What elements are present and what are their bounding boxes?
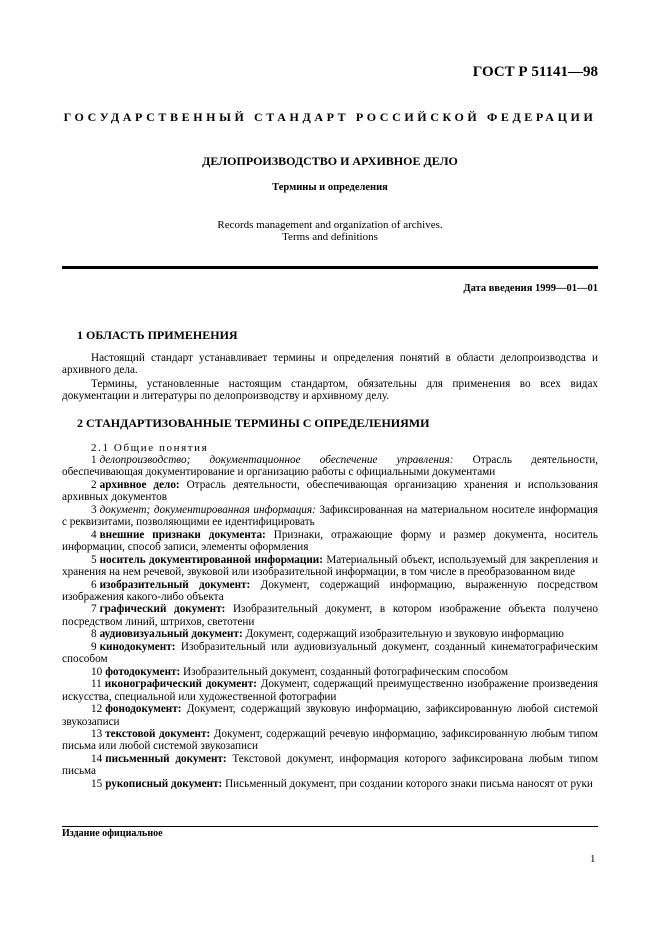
term-name: кинодокумент: xyxy=(99,640,176,653)
term-entry xyxy=(62,603,598,628)
term-definition: Признаки, отражающие форму и размер документа, носитель информации, способ записи, элементы оформления xyxy=(62,528,598,554)
term-definition: Документ, содержащий изобразительную и звуковую информацию xyxy=(245,628,564,641)
english-subtitle: Terms and definitions xyxy=(282,231,378,243)
term-number: 8 xyxy=(91,628,97,641)
term-entry xyxy=(62,703,598,728)
term-name: рукописный документ: xyxy=(105,777,223,790)
term-number: 2 xyxy=(91,478,97,491)
standard-number: ГОСТ Р 51141—98 xyxy=(472,64,598,80)
term-definition: Письменный документ, при создании которого знаки письма наносят от руки xyxy=(225,777,593,790)
page-number: 1 xyxy=(590,853,596,865)
term-number: 7 xyxy=(91,603,97,616)
term-number: 3 xyxy=(91,503,97,516)
term-definition: Зафиксированная на материальном носителе информация с реквизитами, позволяющими ее идентифицировать xyxy=(62,503,598,529)
subsection-heading: 2.1 Общие понятия xyxy=(91,442,209,454)
term-name: графический документ: xyxy=(99,603,226,616)
term-definition: Изобразительный документ, созданный фотографическим способом xyxy=(183,665,509,678)
term-definition: Отрасль деятельности, обеспечивающая документирование и организацию работы с официальными документами xyxy=(62,454,599,479)
term-name: текстовой документ: xyxy=(105,727,211,740)
term-definition: Документ, содержащий звуковую информацию, зафиксированную любой системой звукозаписи xyxy=(62,703,599,728)
term-entry xyxy=(62,454,598,479)
term-name: фонодокумент: xyxy=(105,703,182,716)
term-number: 4 xyxy=(91,528,97,541)
header-divider xyxy=(62,266,598,269)
terms-list xyxy=(62,454,598,790)
term-entry xyxy=(62,554,598,579)
term-definition: Документ, содержащий речевую информацию, зафиксированную любым типом письма или любой системой звукозаписи xyxy=(62,727,599,753)
term-entry xyxy=(62,504,598,529)
term-name: аудиовизуальный документ: xyxy=(99,628,243,641)
term-number: 15 xyxy=(91,777,103,790)
introduction-date: Дата введения 1999—01—01 xyxy=(463,283,598,294)
term-definition: Материальный объект, используемый для закрепления и хранения на нем речевой, звуковой или изобразительной информации, в том числе в преобразованном виде xyxy=(62,553,598,579)
edition-label: Издание официальное xyxy=(62,828,163,839)
term-number: 14 xyxy=(91,752,103,765)
section-2-heading: 2 СТАНДАРТИЗОВАННЫЕ ТЕРМИНЫ С ОПРЕДЕЛЕНИЯМИ xyxy=(77,416,430,430)
term-name: внешние признаки документа: xyxy=(99,528,266,541)
term-name: письменный документ: xyxy=(105,752,227,765)
term-number: 12 xyxy=(91,703,103,716)
section-1-paragraph-1 xyxy=(62,352,598,377)
term-number: 11 xyxy=(91,678,102,691)
term-number: 9 xyxy=(91,640,97,653)
term-number: 13 xyxy=(91,727,103,740)
term-definition: Документ, содержащий информацию, выраженную посредством изображения какого-либо объекта xyxy=(62,578,599,603)
english-title: Records management and organization of archives. xyxy=(217,219,443,231)
term-definition: Текстовой документ, информация которого зафиксирована любым типом письма xyxy=(62,752,599,778)
paragraph-text: Настоящий стандарт устанавливает термины и определения понятий в области делопроизводства и архивного дела. xyxy=(62,352,598,377)
term-entry xyxy=(62,666,598,678)
term-entry xyxy=(62,728,598,753)
term-name: документ; документированная информация: xyxy=(99,503,316,516)
term-name: изобразительный документ: xyxy=(99,578,251,591)
term-name: делопроизводство; документационное обеспечение управления: xyxy=(99,454,454,466)
term-entry xyxy=(62,579,598,604)
section-1-heading: 1 ОБЛАСТЬ ПРИМЕНЕНИЯ xyxy=(77,328,238,342)
term-entry xyxy=(62,641,598,666)
term-entry xyxy=(62,778,598,790)
english-title-block xyxy=(62,219,598,243)
term-number: 6 xyxy=(91,578,97,591)
section-1-paragraph-2 xyxy=(62,378,598,403)
term-name: архивное дело: xyxy=(99,478,180,491)
state-standard-heading: ГОСУДАРСТВЕННЫЙ СТАНДАРТ РОССИЙСКОЙ ФЕДЕРАЦИИ xyxy=(63,110,597,124)
term-number: 10 xyxy=(91,665,103,678)
term-definition: Изобразительный документ, в котором изображение объекта получено посредством линий, штрихов, светотени xyxy=(62,603,599,628)
document-title: ДЕЛОПРОИЗВОДСТВО И АРХИВНОЕ ДЕЛО xyxy=(202,154,458,168)
term-entry xyxy=(62,678,598,703)
term-definition: Отрасль деятельности, обеспечивающая организацию хранения и использования архивных документов xyxy=(62,478,599,504)
term-number: 1 xyxy=(91,454,97,466)
term-name: иконографический документ: xyxy=(104,678,257,691)
term-entry xyxy=(62,753,598,778)
document-subtitle: Термины и определения xyxy=(272,182,388,193)
term-name: носитель документированной информации: xyxy=(99,553,323,566)
paragraph-text: Термины, установленные настоящим стандартом, обязательны для применения во всех видах документации и литературы по делопроизводству и архивному делу. xyxy=(62,378,598,403)
term-definition: Документ, содержащий преимущественно изображение произведения искусства, специальной или художественной фотографии xyxy=(62,678,599,703)
term-number: 5 xyxy=(91,553,97,566)
footer-divider xyxy=(62,826,598,827)
term-name: фотодокумент: xyxy=(105,665,181,678)
term-entry xyxy=(62,479,598,504)
term-definition: Изобразительный или аудиовизуальный документ, созданный кинематографическим способом xyxy=(62,640,598,666)
term-entry xyxy=(62,628,598,640)
term-entry xyxy=(62,529,598,554)
